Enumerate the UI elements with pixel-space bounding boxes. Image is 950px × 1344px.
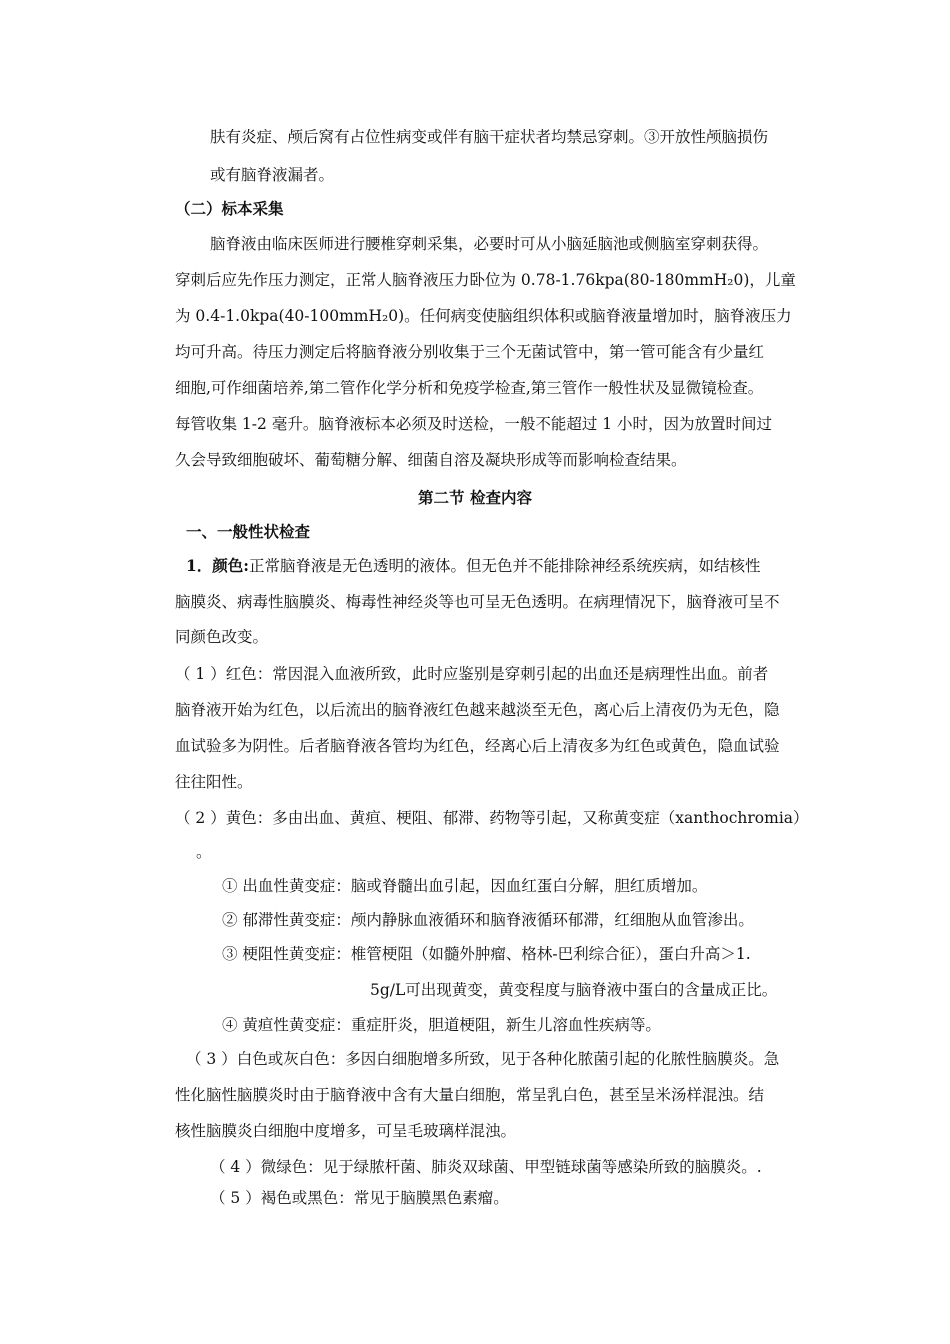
- intro-line: 或有脑脊液漏者。: [210, 166, 335, 184]
- paragraph-line: 同颜色改变。: [175, 628, 269, 646]
- paragraph-line: （ 4 ）微绿色：见于绿脓杆菌、肺炎双球菌、甲型链球菌等感染所致的脑膜炎。.: [210, 1158, 762, 1176]
- paragraph-line: （ 1 ）红色：常因混入血液所致，此时应鉴别是穿刺引起的出血还是病理性出血。前者: [175, 665, 769, 683]
- list-item: ② 郁滞性黄变症：颅内静脉血液循环和脑脊液循环郁滞，红细胞从血管渗出。: [222, 911, 754, 929]
- paragraph-line: 久会导致细胞破坏、葡萄糖分解、细菌自溶及凝块形成等而影响检查结果。: [175, 451, 687, 469]
- paragraph-line: 性化脑性脑膜炎时由于脑脊液中含有大量白细胞，常呈乳白色，甚至呈米汤样混浊。结: [175, 1086, 765, 1104]
- list-item: ① 出血性黄变症：脑或脊髓出血引起，因血红蛋白分解，胆红质增加。: [222, 877, 708, 895]
- paragraph-line: 脑膜炎、病毒性脑膜炎、梅毒性神经炎等也可呈无色透明。在病理情况下，脑脊液可呈不: [175, 593, 780, 611]
- list-item: ④ 黄疸性黄变症：重症肝炎，胆道梗阻，新生儿溶血性疾病等。: [222, 1016, 661, 1034]
- paragraph-line: （ 3 ）白色或灰白色：多因白细胞增多所致，见于各种化脓菌引起的化脓性脑膜炎。急: [186, 1050, 780, 1068]
- paragraph-line: 1．颜色:正常脑脊液是无色透明的液体。但无色并不能排除神经系统疾病，如结核性: [186, 556, 761, 575]
- list-item: ③ 梗阻性黄变症：椎管梗阻（如髓外肿瘤、格林-巴利综合征），蛋白升高＞1.: [222, 945, 751, 963]
- paragraph-line: （ 2 ）黄色：多由出血、黄疸、梗阻、郁滞、药物等引起，又称黄变症（xanthochromia）: [175, 809, 809, 827]
- paragraph-line: 脑脊液由临床医师进行腰椎穿刺采集，必要时可从小脑延脑池或侧脑室穿刺获得。: [210, 235, 769, 253]
- paragraph-line: 每管收集 1-2 毫升。脑脊液标本必须及时送检，一般不能超过 1 小时，因为放置时间过: [175, 415, 773, 433]
- paragraph-line: 往往阳性。: [175, 773, 253, 791]
- paragraph-line: 穿刺后应先作压力测定，正常人脑脊液压力卧位为 0.78-1.76kpa(80-180mmH₂0)，儿童: [175, 271, 796, 289]
- paragraph-line: （ 5 ）褐色或黑色：常见于脑膜黑色素瘤。: [210, 1189, 509, 1207]
- subsection-heading: 一、一般性状检查: [186, 522, 311, 541]
- paragraph-line: 细胞,可作细菌培养,第二管作化学分析和免疫学检查,第三管作一般性状及显微镜检查。: [175, 379, 764, 397]
- paragraph-line: 脑脊液开始为红色，以后流出的脑脊液红色越来越淡至无色，离心后上清夜仍为无色，隐: [175, 701, 780, 719]
- paragraph-line: 核性脑膜炎白细胞中度增多，可呈毛玻璃样混浊。: [175, 1122, 517, 1140]
- section-heading: （二）标本采集: [175, 199, 284, 218]
- paragraph-line: 。: [196, 843, 212, 861]
- color-label: 1．颜色:: [186, 556, 250, 575]
- list-item: 5g/L可出现黄变，黄变程度与脑脊液中蛋白的含量成正比。: [370, 981, 778, 999]
- paragraph-line: 为 0.4-1.0kpa(40-100mmH₂0)。任何病变使脑组织体积或脑脊液量增加时，脑脊液压力: [175, 307, 792, 325]
- section-title: 第二节 检查内容: [418, 488, 532, 507]
- intro-line: 肤有炎症、颅后窝有占位性病变或伴有脑干症状者均禁忌穿刺。③开放性颅脑损伤: [210, 128, 769, 146]
- paragraph-line: 均可升高。待压力测定后将脑脊液分别收集于三个无菌试管中，第一管可能含有少量红: [175, 343, 765, 361]
- paragraph-line: 血试验多为阴性。后者脑脊液各管均为红色，经离心后上清夜多为红色或黄色，隐血试验: [175, 737, 780, 755]
